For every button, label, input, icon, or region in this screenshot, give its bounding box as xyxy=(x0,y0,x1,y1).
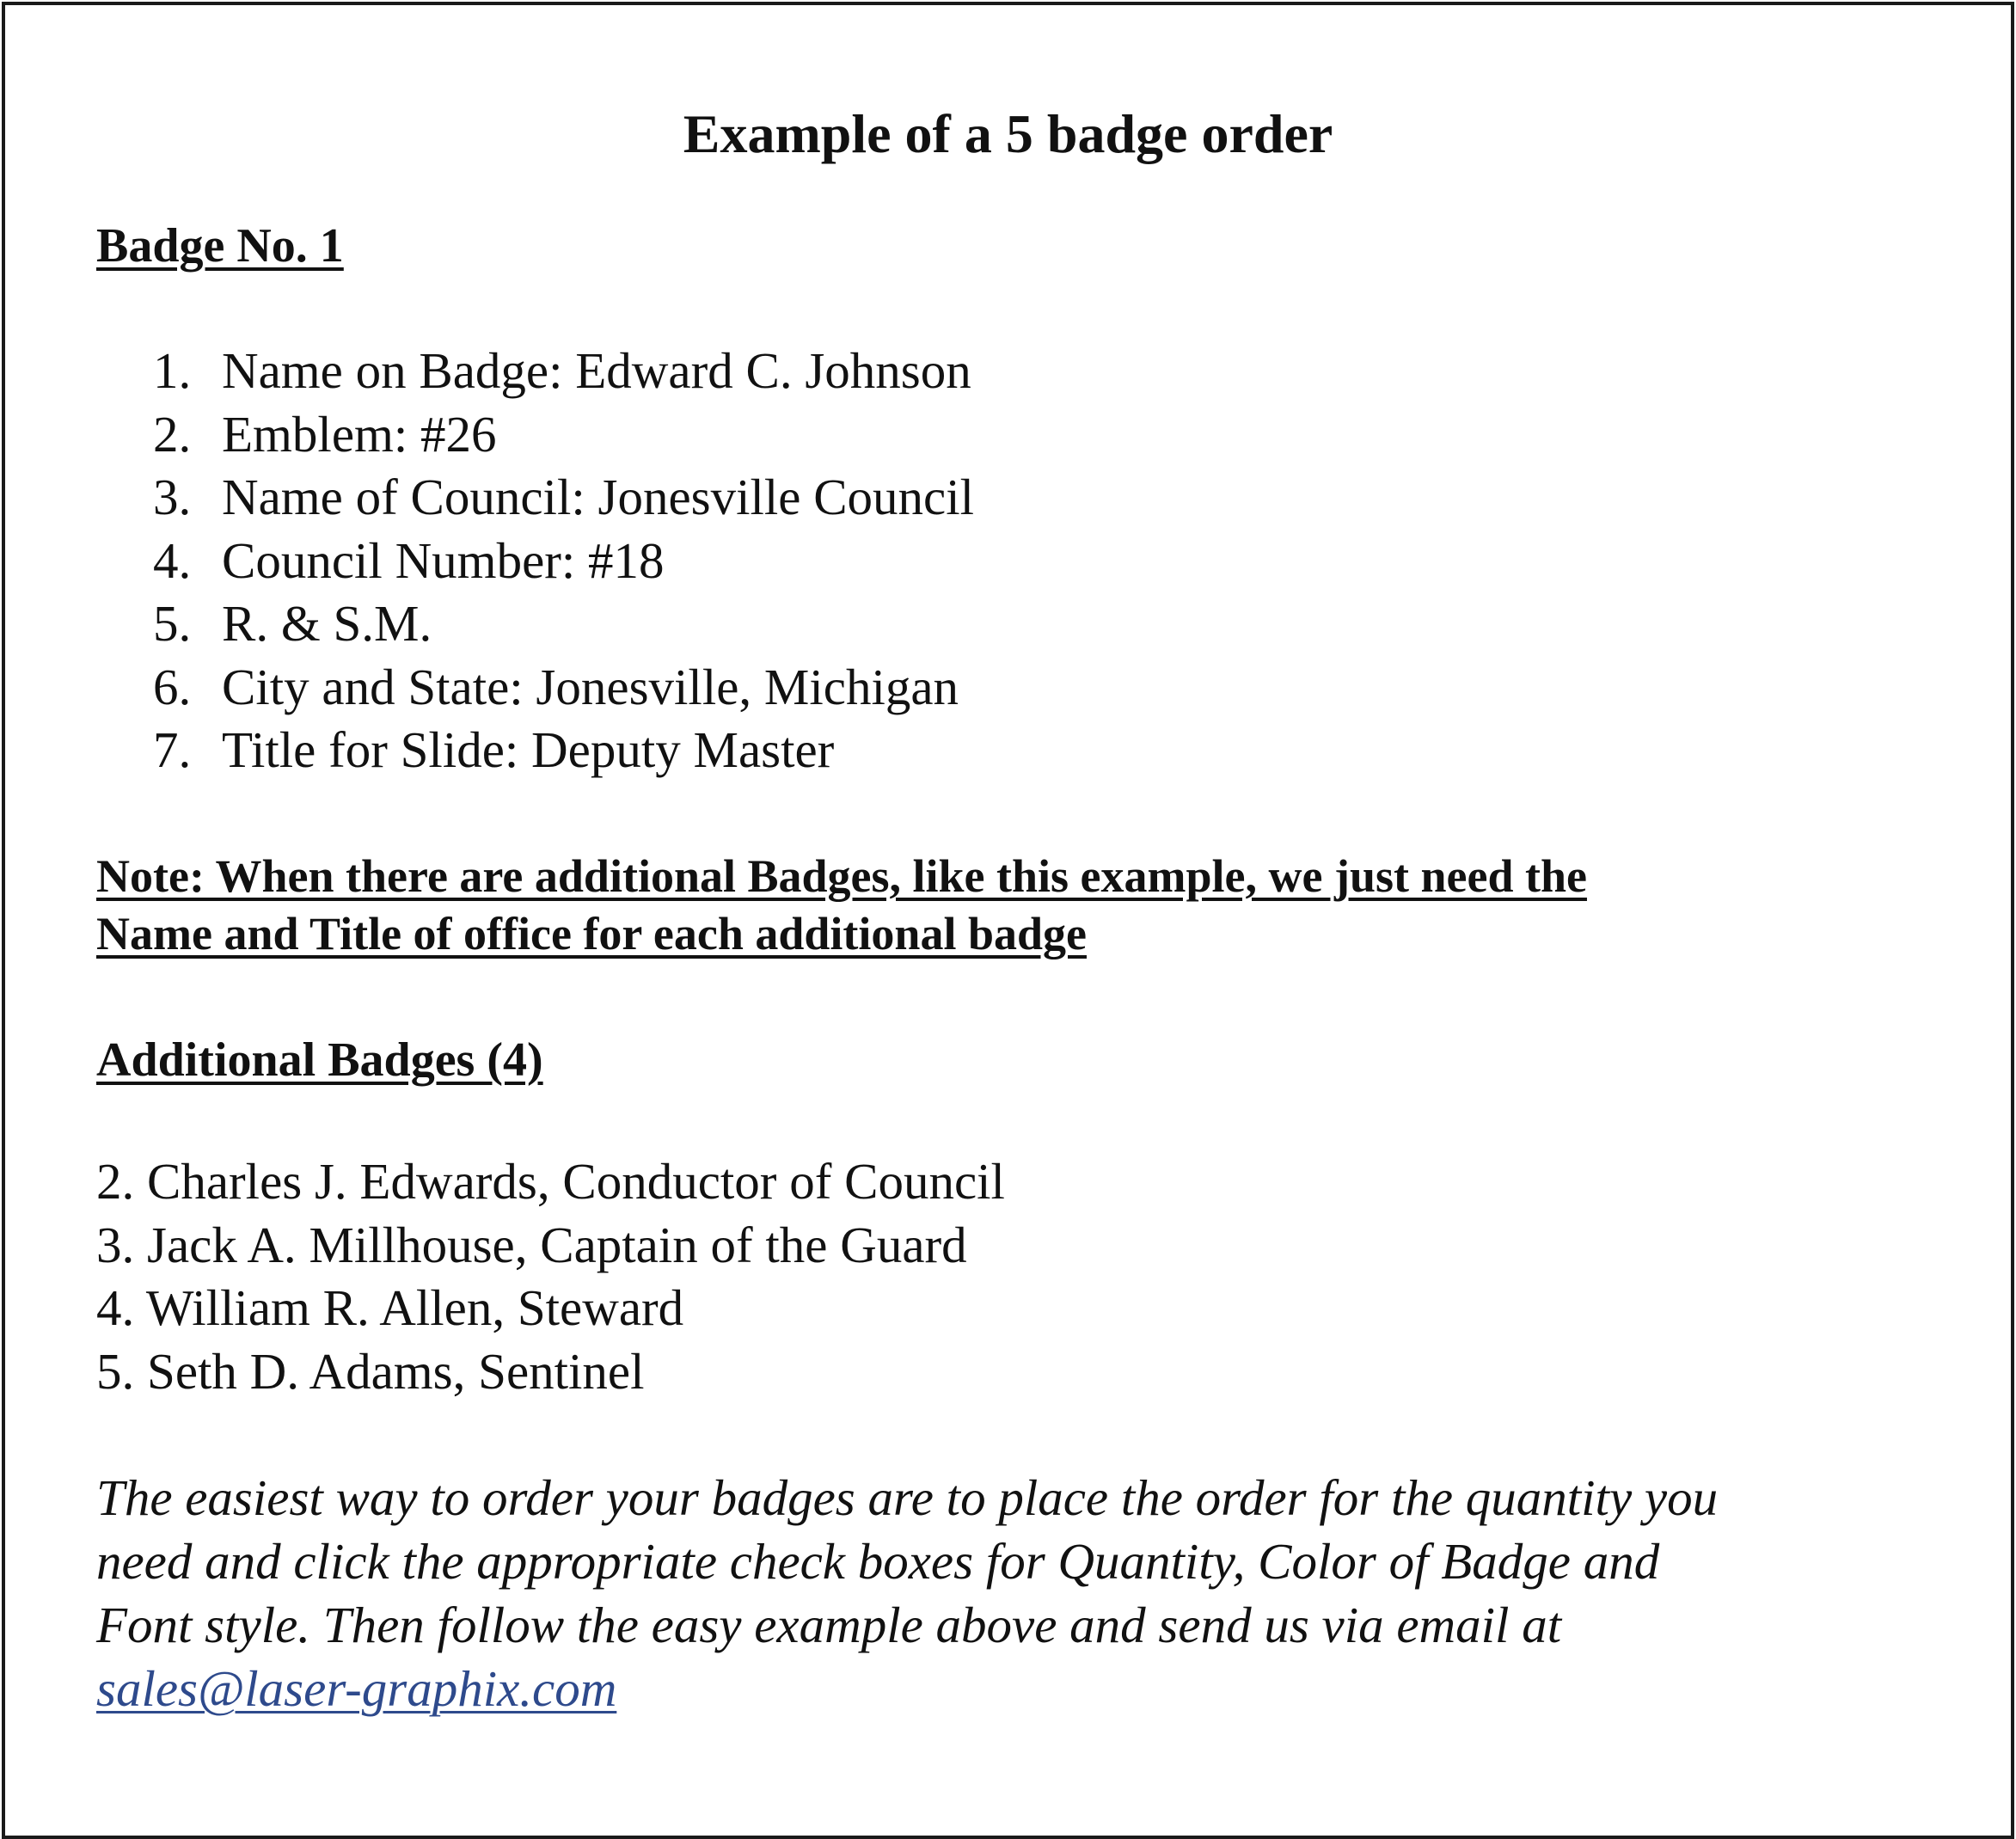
item-text: Name on Badge: Edward C. Johnson xyxy=(222,342,971,399)
badge1-details-list xyxy=(153,340,974,782)
item-number: 7. xyxy=(153,721,192,778)
list-item: 5. Seth D. Adams, Sentinel xyxy=(96,1342,645,1400)
list-item: 2. Charles J. Edwards, Conductor of Council xyxy=(96,1153,1005,1210)
instruction-line: need and click the appropriate check boxes for Quantity, Color of Badge and xyxy=(96,1533,1660,1590)
item-text: Name of Council: Jonesville Council xyxy=(222,469,975,525)
item-text: City and State: Jonesville, Michigan xyxy=(222,658,959,715)
note-line: Name and Title of office for each additional badge xyxy=(96,908,1087,959)
list-item xyxy=(153,530,974,593)
list-item xyxy=(153,403,974,467)
list-item xyxy=(153,466,974,530)
item-number: 5. xyxy=(153,595,192,652)
list-item xyxy=(153,340,974,403)
list-item xyxy=(153,719,974,782)
badge1-heading: Badge No. 1 xyxy=(96,219,344,273)
item-text: R. & S.M. xyxy=(222,595,432,652)
item-number: 3. xyxy=(153,469,192,525)
instruction-line: The easiest way to order your badges are to place the order for the quantity you xyxy=(96,1469,1719,1526)
list-item: 3. Jack A. Millhouse, Captain of the Guard xyxy=(96,1216,967,1273)
additional-badges-note xyxy=(96,848,1587,963)
item-number: 2. xyxy=(153,405,192,463)
additional-badges-list xyxy=(96,1150,1005,1403)
list-item xyxy=(153,656,974,720)
note-line: Note: When there are additional Badges, like this example, we just need the xyxy=(96,850,1587,902)
page-title: Example of a 5 badge order xyxy=(683,103,1333,164)
sales-email-link[interactable]: sales@laser-graphix.com xyxy=(96,1660,617,1717)
ordering-instructions xyxy=(96,1466,1718,1720)
item-number: 1. xyxy=(153,342,192,399)
item-number: 4. xyxy=(153,531,192,589)
list-item xyxy=(153,592,974,656)
item-text: Council Number: #18 xyxy=(222,531,665,589)
list-item: 4. William R. Allen, Steward xyxy=(96,1279,684,1336)
additional-badges-heading: Additional Badges (4) xyxy=(96,1033,543,1087)
item-number: 6. xyxy=(153,658,192,715)
item-text: Title for Slide: Deputy Master xyxy=(222,721,835,778)
instruction-line: Font style. Then follow the easy example above and send us via email at xyxy=(96,1597,1562,1653)
item-text: Emblem: #26 xyxy=(222,405,497,463)
